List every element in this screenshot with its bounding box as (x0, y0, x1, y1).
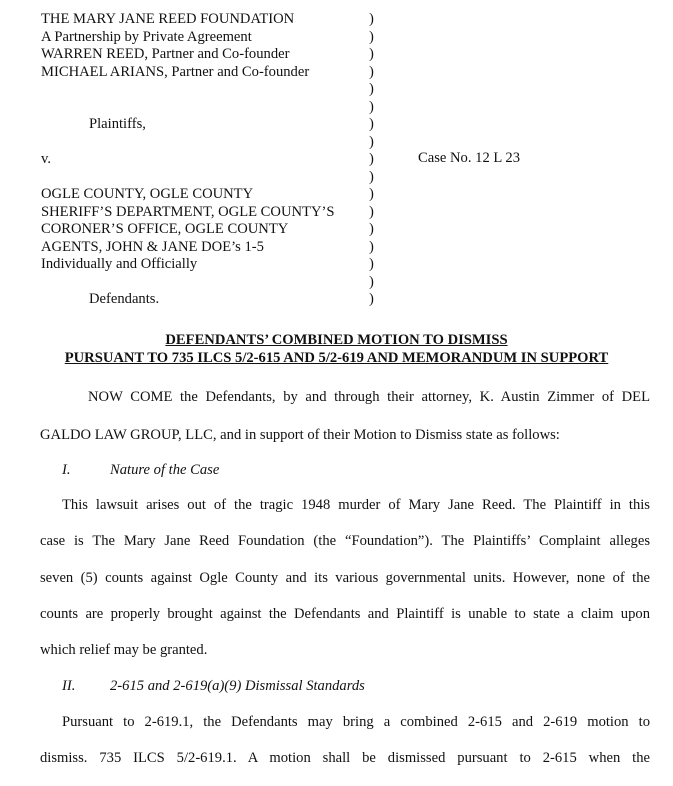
intro-line: NOW COME the Defendants, by and through their attorney, K. Austin Zimmer of DEL (88, 389, 650, 405)
defendant-line: OGLE COUNTY, OGLE COUNTY (41, 186, 254, 202)
section-heading: 2-615 and 2-619(a)(9) Dismissal Standards (110, 678, 365, 694)
motion-title: DEFENDANTS’ COMBINED MOTION TO DISMISS (165, 332, 508, 348)
section-numeral: II. (62, 678, 76, 694)
paragraph-line: dismiss. 735 ILCS 5/2-619.1. A motion shall be dismissed pursuant to 2-615 when the (40, 750, 650, 766)
plaintiff-line: A Partnership by Private Agreement (41, 28, 252, 45)
motion-subtitle: PURSUANT TO 735 ILCS 5/2-615 AND 5/2-619 AND MEMORANDUM IN SUPPORT (64, 350, 609, 366)
plaintiff-line: THE MARY JANE REED FOUNDATION (41, 11, 295, 27)
defendant-line: CORONER’S OFFICE, OGLE COUNTY (41, 221, 289, 237)
paragraph-line: seven (5) counts against Ogle County and its various governmental units. However, none of the (40, 570, 650, 586)
section-heading: Nature of the Case (110, 462, 220, 478)
versus-label: v. (41, 151, 51, 167)
plaintiffs-label: Plaintiffs, (89, 116, 146, 132)
paragraph-line: which relief may be granted. (40, 642, 208, 658)
plaintiff-line: WARREN REED, Partner and Co-founder (41, 46, 290, 62)
caption-parentheses: ) ) ) ) ) ) ) ) ) ) ) ) ) ) ) ) ) (369, 11, 374, 307)
paragraph-line: counts are properly brought against the Defendants and Plaintiff is unable to state a claim upon (40, 606, 650, 622)
defendant-line: Individually and Officially (41, 256, 198, 272)
section-numeral: I. (62, 462, 71, 478)
case-number: Case No. 12 L 23 (418, 150, 521, 166)
paragraph-line: This lawsuit arises out of the tragic 1948 murder of Mary Jane Reed. The Plaintiff in this (62, 497, 650, 513)
paragraph-line: case is The Mary Jane Reed Foundation (the “Foundation”). The Plaintiffs’ Complaint alleges (40, 533, 650, 549)
plaintiff-line: MICHAEL ARIANS, Partner and Co-founder (41, 63, 310, 80)
paragraph-line: Pursuant to 2-619.1, the Defendants may bring a combined 2-615 and 2-619 motion to (62, 714, 650, 730)
defendant-line: SHERIFF’S DEPARTMENT, OGLE COUNTY’S (41, 203, 335, 220)
defendants-label: Defendants. (89, 291, 160, 307)
case-caption (41, 11, 371, 309)
intro-line: GALDO LAW GROUP, LLC, and in support of their Motion to Dismiss state as follows: (40, 427, 560, 443)
defendant-line: AGENTS, JOHN & JANE DOE’s 1-5 (41, 238, 264, 255)
